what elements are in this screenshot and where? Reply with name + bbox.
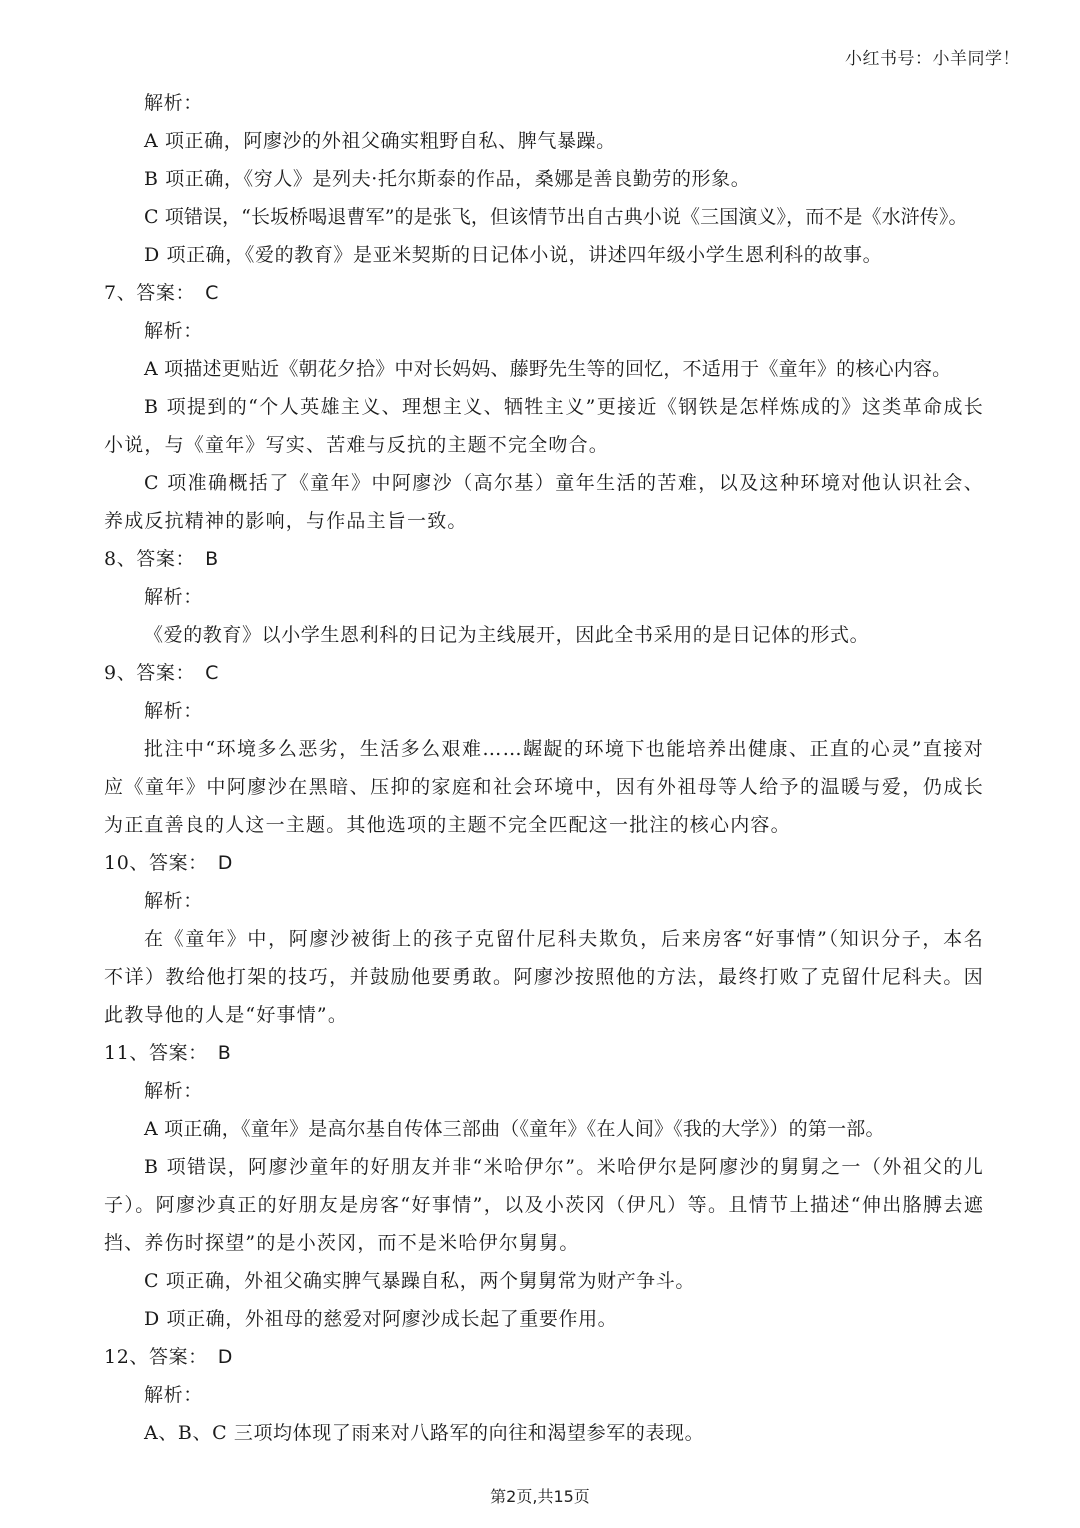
q12-label: 12、答案： — [104, 1346, 208, 1368]
q10-analysis-label: 解析： — [144, 890, 203, 912]
q8-answer-row — [104, 540, 984, 578]
q6-option-b: B 项正确，《穷人》是列夫·托尔斯泰的作品，桑娜是善良勤劳的形象。 — [144, 168, 751, 190]
q7-answer-row — [104, 274, 984, 312]
q9-answer: C — [205, 662, 219, 684]
q12-analysis-label: 解析： — [144, 1384, 203, 1406]
q7-option-c: C 项准确概括了《童年》中阿廖沙（高尔基）童年生活的苦难，以及这种环境对他认识社会、养成反抗精神的影响，与作品主旨一致。 — [104, 472, 984, 532]
q11-label: 11、答案： — [104, 1042, 208, 1064]
q12-answer: D — [217, 1346, 234, 1368]
q6-option-d: D 项正确，《爱的教育》是亚米契斯的日记体小说，讲述四年级小学生恩利科的故事。 — [144, 244, 883, 266]
q12-analysis-text: A、B、C 三项均体现了雨来对八路军的向往和渴望参军的表现。 — [144, 1422, 705, 1444]
q6-option-a: A 项正确，阿廖沙的外祖父确实粗野自私、脾气暴躁。 — [144, 130, 616, 152]
q8-analysis-text: 《爱的教育》以小学生恩利科的日记为主线展开，因此全书采用的是日记体的形式。 — [144, 624, 870, 646]
answer-analysis-content — [104, 84, 984, 1452]
page-footer-number: 第2页,共15页 — [490, 1487, 590, 1506]
q11-option-d: D 项正确，外祖母的慈爱对阿廖沙成长起了重要作用。 — [144, 1308, 618, 1330]
q6-option-c: C 项错误，“长坂桥喝退曹军”的是张飞，但该情节出自古典小说《三国演义》，而不是《水浒传》。 — [144, 206, 968, 228]
q7-option-a: A 项描述更贴近《朝花夕拾》中对长妈妈、藤野先生等的回忆，不适用于《童年》的核心内容。 — [144, 358, 952, 380]
q12-answer-row — [104, 1338, 984, 1376]
q9-label: 9、答案： — [104, 662, 196, 684]
q11-option-a: A 项正确，《童年》是高尔基自传体三部曲（《童年》《在人间》《我的大学》）的第一部。 — [144, 1118, 885, 1140]
q11-option-c: C 项正确，外祖父确实脾气暴躁自私，两个舅舅常为财产争斗。 — [144, 1270, 695, 1292]
q10-answer-row — [104, 844, 984, 882]
q9-analysis-text: 批注中“环境多么恶劣，生活多么艰难……龌龊的环境下也能培养出健康、正直的心灵”直接对应《童年》中阿廖沙在黑暗、压抑的家庭和社会环境中，因有外祖母等人给予的温暖与爱，仍成长为正直善良的人这一主题。其他选项的主题不完全匹配这一批注的核心内容。 — [104, 738, 984, 836]
header-watermark-tag: 小红书号：小羊同学！ — [845, 49, 1020, 69]
q9-answer-row — [104, 654, 984, 692]
q8-analysis-label: 解析： — [144, 586, 203, 608]
q9-analysis-label: 解析： — [144, 700, 203, 722]
q11-option-b: B 项错误，阿廖沙童年的好朋友并非“米哈伊尔”。米哈伊尔是阿廖沙的舅舅之一（外祖父的儿子）。阿廖沙真正的好朋友是房客“好事情”，以及小茨冈（伊凡）等。且情节上描述“伸出胳膊去遮挡、养伤时探望”的是小茨冈，而不是米哈伊尔舅舅。 — [104, 1156, 984, 1254]
q11-answer: B — [217, 1042, 232, 1064]
q8-answer: B — [205, 548, 219, 570]
q7-answer: C — [205, 282, 219, 304]
q8-label: 8、答案： — [104, 548, 196, 570]
q11-analysis-label: 解析： — [144, 1080, 203, 1102]
q10-answer: D — [217, 852, 234, 874]
q6-analysis-label: 解析： — [144, 92, 203, 114]
q7-label: 7、答案： — [104, 282, 196, 304]
q7-analysis-label: 解析： — [144, 320, 203, 342]
q10-analysis-text: 在《童年》中，阿廖沙被街上的孩子克留什尼科夫欺负，后来房客“好事情”（知识分子，本名不详）教给他打架的技巧，并鼓励他要勇敢。阿廖沙按照他的方法，最终打败了克留什尼科夫。因此教导他的人是“好事情”。 — [104, 928, 984, 1026]
q10-label: 10、答案： — [104, 852, 208, 874]
q7-option-b: B 项提到的“个人英雄主义、理想主义、牺牲主义”更接近《钢铁是怎样炼成的》这类革命成长小说，与《童年》写实、苦难与反抗的主题不完全吻合。 — [104, 396, 984, 456]
q11-answer-row — [104, 1034, 984, 1072]
